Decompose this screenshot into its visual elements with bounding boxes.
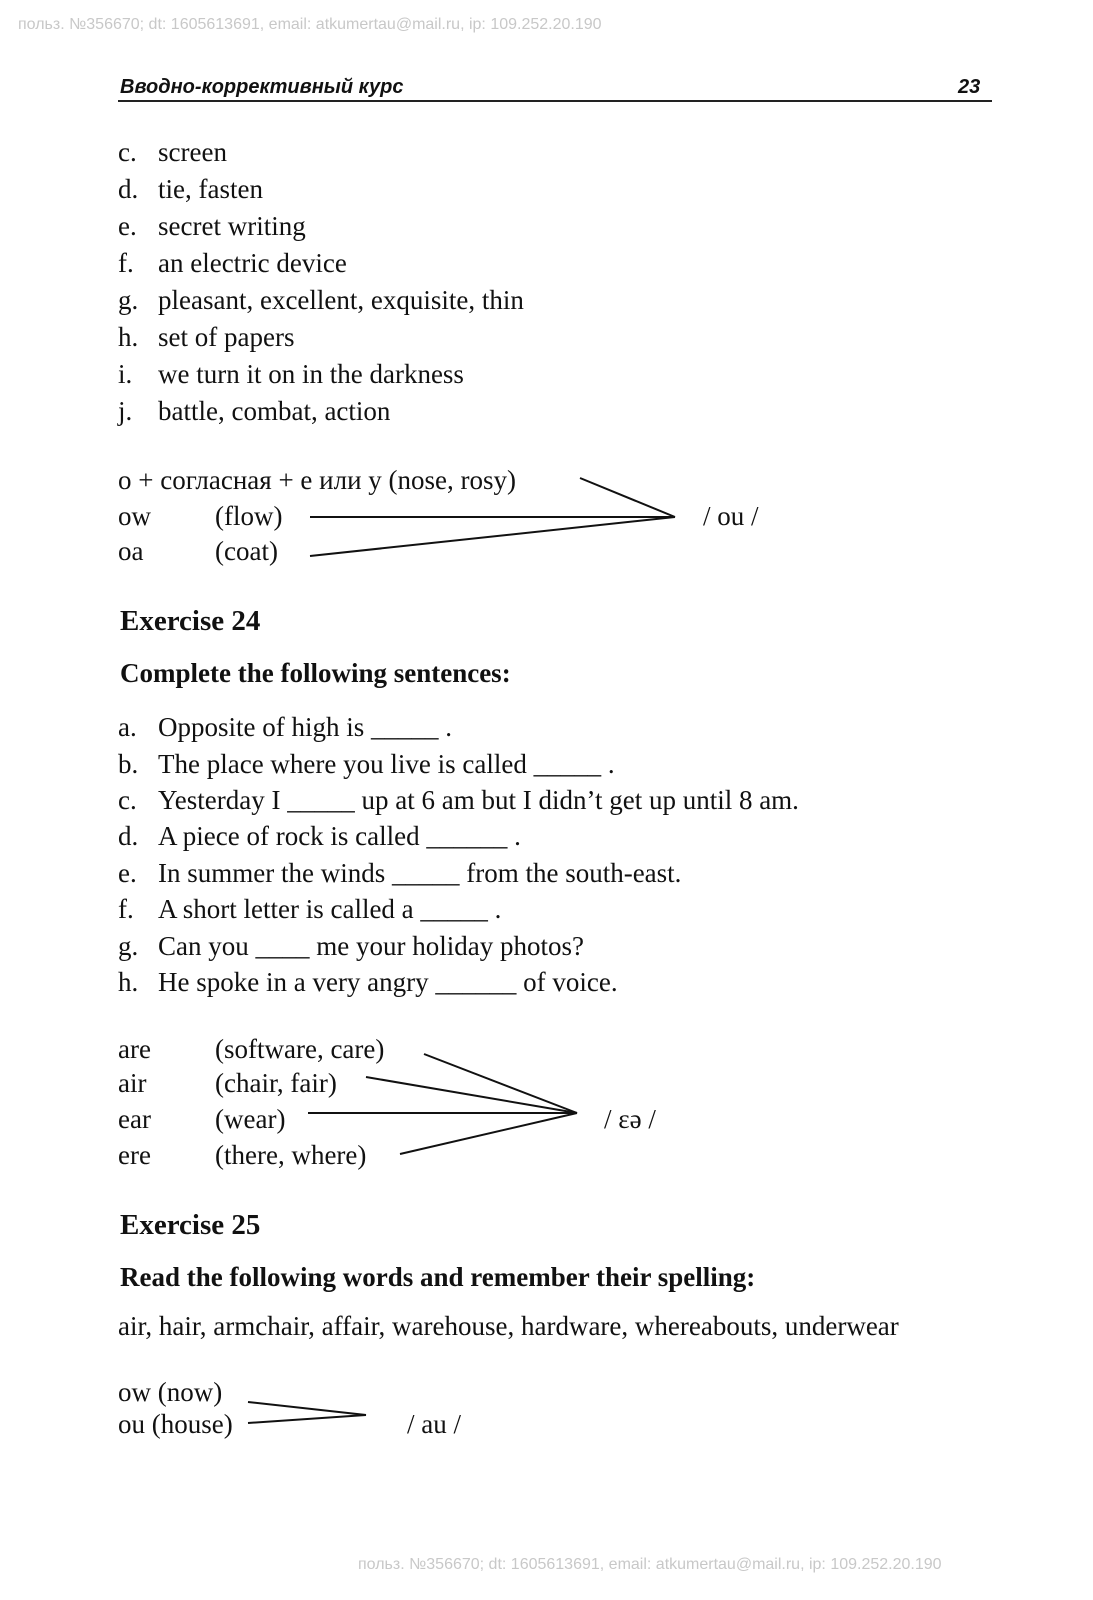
- sound-ea: / ɛə /: [604, 1104, 656, 1134]
- exercise-24-instruction: Complete the following sentences:: [120, 658, 511, 688]
- arrow-line: [248, 1402, 366, 1415]
- rule-row-example: (wear): [215, 1104, 286, 1134]
- page-number: 23: [958, 76, 981, 98]
- arrow-line: [400, 1113, 577, 1154]
- list-item: b. The place where you live is called _____ .: [118, 749, 615, 779]
- rule-row-spelling: ow: [118, 501, 151, 531]
- arrow-line: [424, 1054, 577, 1113]
- list-item: d. A piece of rock is called ______ .: [118, 821, 521, 851]
- running-header-title: Вводно-коррективный курс: [120, 76, 404, 98]
- arrow-line: [310, 517, 675, 556]
- exercise-25-title: Exercise 25: [120, 1209, 261, 1241]
- arrow-line: [580, 478, 675, 517]
- rule-row: ow (now): [118, 1377, 223, 1407]
- list-item: e. secret writing: [118, 211, 306, 241]
- rule-row-spelling: air: [118, 1068, 147, 1098]
- rule-row-spelling: o + согласная + е или у (nose, rosy): [118, 465, 517, 495]
- exercise-25-instruction: Read the following words and remember their spelling:: [120, 1262, 756, 1292]
- list-item: g. pleasant, excellent, exquisite, thin: [118, 285, 524, 315]
- arrow-line: [366, 1077, 577, 1113]
- sound-ou: / ou /: [703, 501, 759, 531]
- rule-row-spelling: ear: [118, 1104, 151, 1134]
- watermark-top: польз. №356670; dt: 1605613691, email: atkumertau@mail.ru, ip: 109.252.20.190: [18, 16, 602, 33]
- list-item: i. we turn it on in the darkness: [118, 359, 464, 389]
- list-item: a. Opposite of high is _____ .: [118, 712, 452, 742]
- list-item: c. Yesterday I _____ up at 6 am but I didn’t get up until 8 am.: [118, 785, 799, 815]
- sound-au: / au /: [407, 1409, 461, 1439]
- list-item: d. tie, fasten: [118, 174, 263, 204]
- list-item: f. A short letter is called a _____ .: [118, 894, 502, 924]
- list-item: c. screen: [118, 137, 227, 167]
- watermark-bottom: польз. №356670; dt: 1605613691, email: atkumertau@mail.ru, ip: 109.252.20.190: [358, 1556, 942, 1573]
- rule-row-example: (software, care): [215, 1034, 385, 1064]
- rule-row-spelling: ere: [118, 1140, 151, 1170]
- list-item: e. In summer the winds _____ from the south-east.: [118, 858, 682, 888]
- rule-row: ou (house): [118, 1409, 233, 1439]
- rule-row-example: (there, where): [215, 1140, 367, 1170]
- exercise-25-words: air, hair, armchair, affair, warehouse, hardware, whereabouts, underwear: [118, 1311, 899, 1341]
- rule-row-example: (coat): [215, 536, 278, 566]
- list-item: h. He spoke in a very angry ______ of voice.: [118, 967, 618, 997]
- rule-row-spelling: are: [118, 1034, 151, 1064]
- list-item: j. battle, combat, action: [118, 396, 391, 426]
- rule-row-example: (flow): [215, 501, 283, 531]
- list-item: h. set of papers: [118, 322, 295, 352]
- list-item: f. an electric device: [118, 248, 347, 278]
- rule-row-spelling: oa: [118, 536, 144, 566]
- list-item: g. Can you ____ me your holiday photos?: [118, 931, 584, 961]
- rule-row-example: (chair, fair): [215, 1068, 337, 1098]
- arrow-line: [248, 1415, 366, 1423]
- exercise-24-title: Exercise 24: [120, 605, 261, 637]
